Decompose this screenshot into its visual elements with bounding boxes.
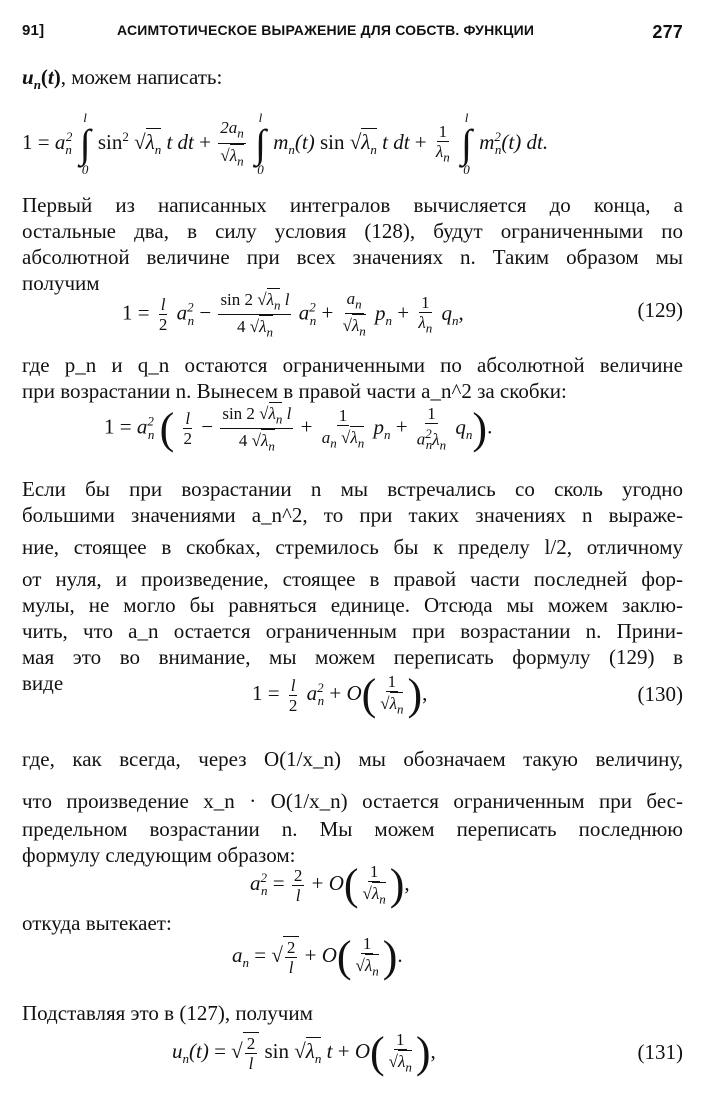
intro-line: $u_n(t)$, можем написать: (22, 65, 223, 93)
p4-line-4: формулу следующим образом: (22, 843, 296, 867)
p3-line-4: от нуля, и произведение, стоящее в правой части последней фор- (22, 567, 683, 591)
book-page: 91] АСИМТОТИЧЕСКОЕ ВЫРАЖЕНИЕ ДЛЯ СОБСТВ. ФУНКЦИИ 277 $u_n(t)$, можем написать: $1 = a_n^2$ l ∫ 0 $\sin^2 √\lambda_n$ t dt + $\frac{2a_n}{√\lambda_n}$ l ∫ 0 $m_n(t)$ $\sin √\lambda_n$ t dt + $\frac{1}{\lambda_n}$ l ∫ 0 $m^2_n(t)$ dt. Первый из написанных интегралов вычисляется до конца, а остальные два, в силу условия (128), будут ограниченными по абсолютной величине при всех значениях n. Таким образом мы получим 1 = $\frac{l}{2}$ $a^2_n$ − $\frac{\sin 2 √\lambda_n l}{4 √\lambda_n}$ $a^2_n$ + $\frac{a_n}{√\lambda_n}$ $p_n$ + $\frac{1}{\lambda_n}$ $q_n$, (129) где p_n и q_n остаются ограниченными по абсолютной величине при возрастании n. Вынесем в правой части a_n^2 за скобки: $1 = a^2_n$ ( $\frac{l}{2}$ − $\frac{\sin 2 √\lambda_n l}{4 √\lambda_n}$ + $\frac{1}{a_n √\lambda_n}$ $p_n$ + $\frac{1}{a^2_n\lambda_n}$ $q_n$). Если бы при возрастании n мы встречались со сколь угодно большими значениями a_n^2, то при таких значениях n выраже- ние, стоящее в скобках, стремилось бы к пределу l/2, отличному от нуля, и произведение, стоящее в правой части последней фор- мулы, не могло бы равняться единице. Отсюда мы можем заклю- чить, что a_n остается ограниченным при возрастании n. Прини- мая это во внимание, мы можем переписать формулу (129) в виде 1 = $\frac{l}{2}$ $a^2_n + O$( $\frac{1}{√\lambda_n}$ ), (130) где, как всегда, через O(1/x_n) мы обозначаем такую величину, что произведение x_n · O(1/x_n) остается ограниченным при бес- предельном возрастании n. Мы можем переписать последнюю формулу следующим образом: $a^2_n$ = $\frac{2}{l}$ + O( $\frac{1}{√\lambda_n}$ ), откуда вытекает: $a_n$ = √ $\frac{2}{l}$ + O( $\frac{1}{√\lambda_n}$ ). Подставляя это в (127), получим $u_n(t)$ = √ $\frac{2}{l}$ $\sin √\lambda_n$ t + O( $\frac{1}{√\lambda_n}$ ), (131) (0, 0, 709, 1100)
p3-line-6: чить, что a_n остается ограниченным при возрастании n. Прини- (22, 619, 683, 643)
p3-line-3: ние, стоящее в скобках, стремилось бы к пределу l/2, отличному (22, 535, 683, 559)
p5-line: откуда вытекает: (22, 911, 172, 935)
eq129-label: (129) (637, 298, 683, 322)
intro-text: , можем написать: (60, 65, 223, 89)
p1-line-4: получим (22, 271, 100, 295)
p4-line-1: где, как всегда, через O(1/x_n) мы обозначаем такую величину, (22, 747, 683, 771)
running-header (22, 18, 683, 48)
page-number: 277 (652, 22, 683, 42)
p1-line-3: абсолютной величине при всех значениях n. Таким образом мы (22, 245, 683, 269)
p3-line-7: мая это во внимание, мы можем переписать формулу (129) в (22, 645, 683, 669)
p2-line-1: где p_n и q_n остаются ограниченными по абсолютной величине (22, 353, 683, 377)
p6-line: Подставляя это в (127), получим (22, 1001, 313, 1025)
p3-line-5: мулы, не могло бы равняться единице. Отсюда мы можем заклю- (22, 593, 683, 617)
eq130-label: (130) (637, 682, 683, 706)
p3-line-8: виде (22, 671, 64, 695)
p4-line-3: предельном возрастании n. Мы можем переписать последнюю (22, 817, 683, 841)
p2-line-2: при возрастании n. Вынесем в правой части a_n^2 за скобки: (22, 379, 567, 403)
p4-line-2: что произведение x_n · O(1/x_n) остается ограниченным при бес- (22, 789, 683, 813)
running-title: АСИМТОТИЧЕСКОЕ ВЫРАЖЕНИЕ ДЛЯ СОБСТВ. ФУНКЦИИ (117, 22, 535, 38)
p1-line-2: остальные два, в силу условия (128), будут ограниченными по (22, 219, 683, 243)
p1-line-1: Первый из написанных интегралов вычисляется до конца, а (22, 193, 683, 217)
p3-line-2: большими значениями a_n^2, то при таких значениях n выраже- (22, 503, 683, 527)
eq131-label: (131) (637, 1040, 683, 1064)
section-number: 91] (22, 22, 45, 39)
p3-line-1: Если бы при возрастании n мы встречались со сколь угодно (22, 477, 683, 501)
